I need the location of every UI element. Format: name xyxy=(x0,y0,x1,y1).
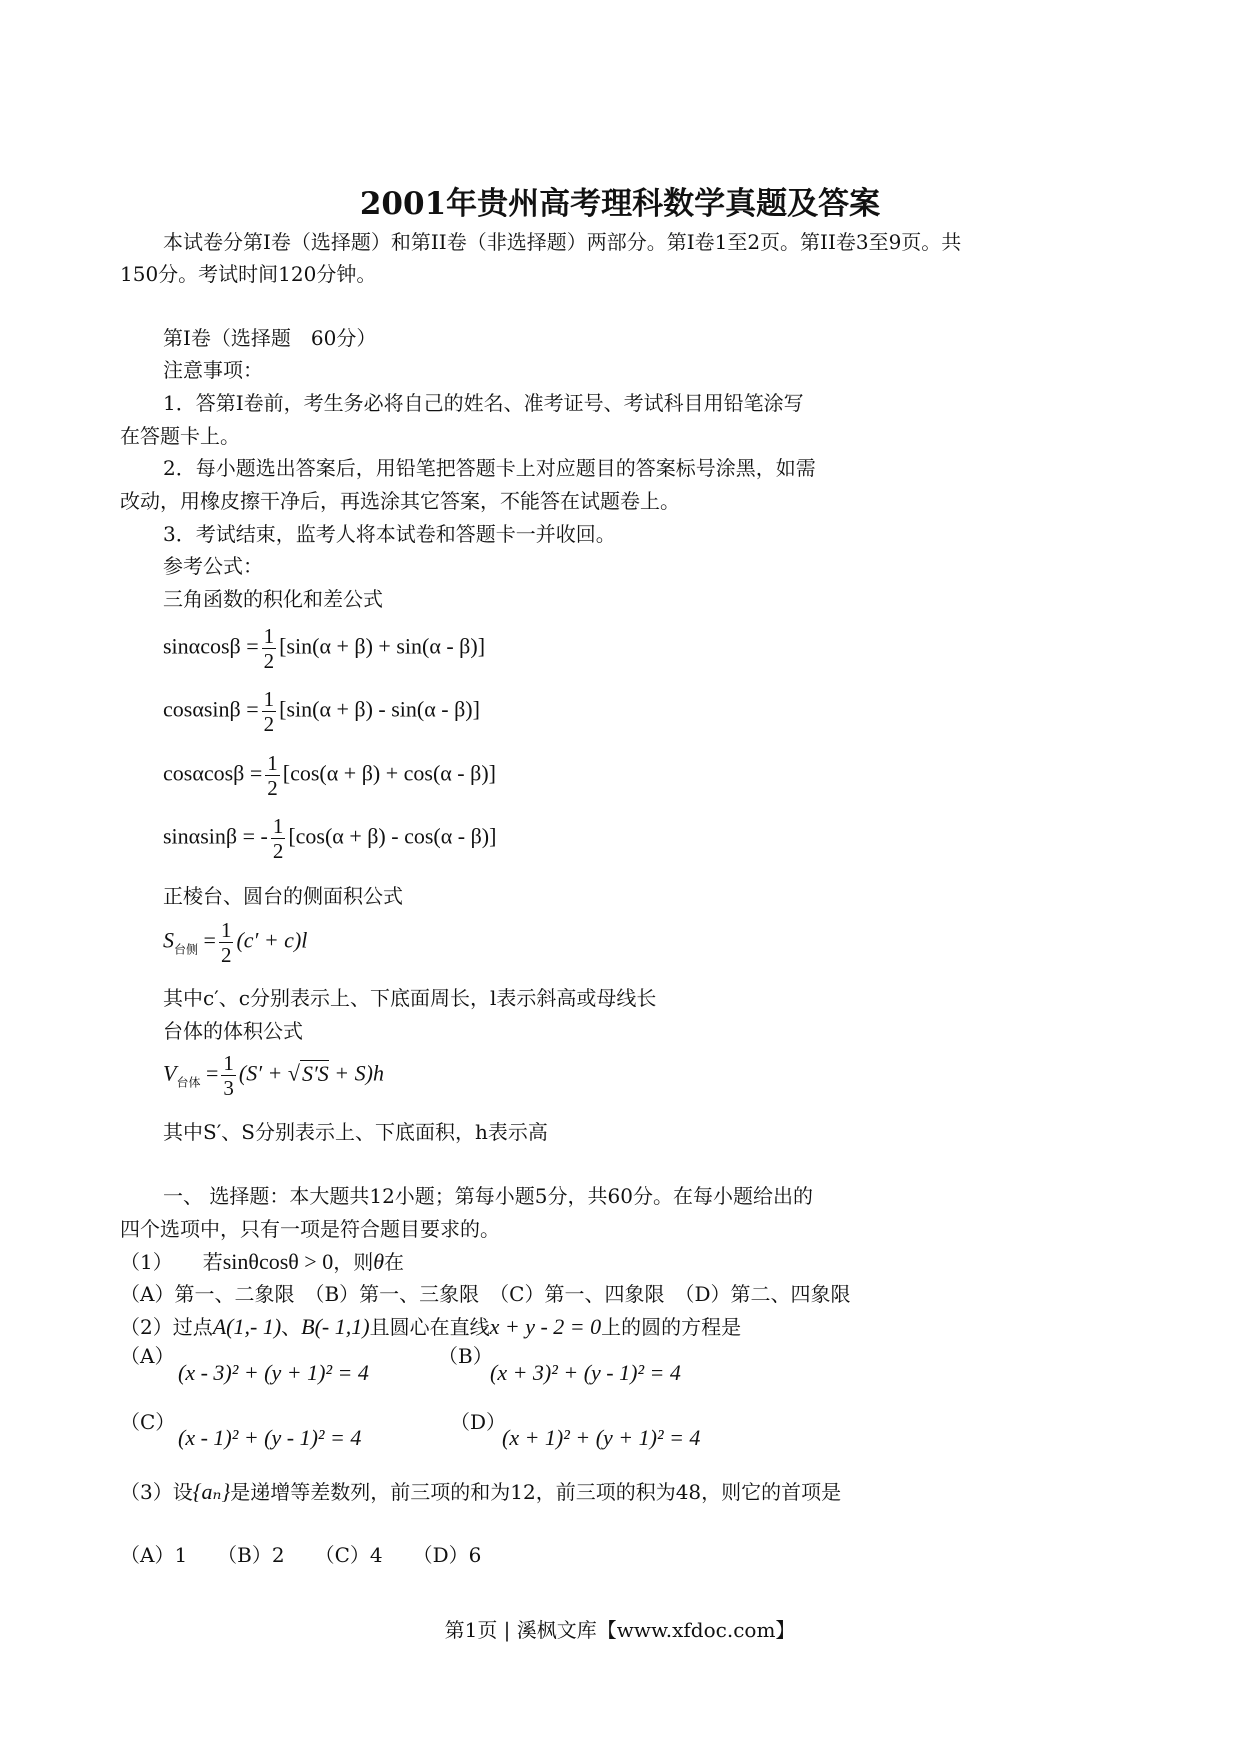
frustum-area-title: 正棱台、圆台的侧面积公式 xyxy=(163,884,403,908)
fraction-half xyxy=(262,624,277,673)
s-symbol: S xyxy=(163,927,174,953)
q3-options: （A）1 （B）2 （C）4 （D）6 xyxy=(120,1543,482,1567)
q2-option-c-expr: (x - 1)² + (y - 1)² = 4 xyxy=(178,1425,362,1450)
notice-3: 3．考试结束，监考人将本试卷和答题卡一并收回。 xyxy=(163,522,616,546)
q2-option-b-expr: (x + 3)² + (y - 1)² = 4 xyxy=(490,1360,681,1385)
q2-text-c: 上的圆的方程是 xyxy=(601,1315,742,1339)
volume-sqrt: S′S xyxy=(301,1060,329,1086)
s-subscript: 台侧 xyxy=(174,942,199,957)
section1-line-1: 一、 选择题：本大题共12小题；第每小题5分，共60分。在每小题给出的 xyxy=(163,1184,813,1208)
formula-2-lhs: cosαsinβ = xyxy=(163,696,259,722)
q2-point-b: B(- 1,1) xyxy=(301,1314,370,1339)
volume-explanation: 其中S′、S分别表示上、下底面积，h表示高 xyxy=(163,1120,548,1144)
fraction-numerator: 1 xyxy=(263,624,275,648)
formula-3 xyxy=(163,751,496,800)
volume-rhs-a: (S′ + xyxy=(238,1060,288,1086)
reference-formulas-title: 参考公式： xyxy=(163,554,263,578)
notice-2a: 2．每小题选出答案后，用铅笔把答题卡上对应题目的答案标号涂黑，如需 xyxy=(163,456,816,480)
question-2 xyxy=(120,1314,741,1340)
q2-point-a: A(1,- 1) xyxy=(212,1314,282,1339)
formula-1-lhs: sinαcosβ = xyxy=(163,633,259,659)
fraction-numerator: 1 xyxy=(223,1051,234,1075)
notice-1b: 在答题卡上。 xyxy=(120,424,240,448)
lateral-area-rhs: (c′ + c)l xyxy=(236,927,308,953)
q1-expression: sinθcosθ > 0 xyxy=(222,1249,334,1274)
fraction-half xyxy=(262,687,277,736)
v-symbol: V xyxy=(163,1060,177,1086)
notice-2b: 改动，用橡皮擦干净后，再选涂其它答案，不能答在试题卷上。 xyxy=(120,489,680,513)
fraction-denominator: 2 xyxy=(272,839,284,864)
volume-formula: $V_{台体}$ = $\frac{1}{3}$ (S′ + √S′S + S)h xyxy=(163,1051,384,1101)
formula-4 xyxy=(163,814,496,863)
fraction-half xyxy=(265,751,280,800)
intro-line-2: 150分。考试时间120分钟。 xyxy=(120,262,377,286)
formula-2 xyxy=(163,687,480,736)
fraction-denominator: 2 xyxy=(220,943,232,968)
formula-3-lhs: cosαcosβ = xyxy=(163,760,263,786)
q1-text-b: ，则 xyxy=(333,1250,374,1274)
formula-1-rhs: [sin(α + β) + sin(α - β)] xyxy=(279,633,486,659)
formula-2-rhs: [sin(α + β) - sin(α - β)] xyxy=(279,696,480,722)
fraction-half xyxy=(271,814,286,863)
formula-4-rhs: [cos(α + β) - cos(α - β)] xyxy=(288,823,497,849)
fraction-numerator: 1 xyxy=(263,687,275,711)
fraction-numerator: 1 xyxy=(272,814,284,838)
volume-rhs-b: + S)h xyxy=(328,1060,384,1086)
q2-text-b: 且圆心在直线 xyxy=(369,1315,490,1339)
lateral-area-explanation: 其中c′、c分别表示上、下底面周长，l表示斜高或母线长 xyxy=(163,986,657,1010)
lateral-area-formula: $S_{台侧}$ = $\frac{1}{2}$ (c′ + c)l xyxy=(163,918,308,968)
trig-formula-title: 三角函数的积化和差公式 xyxy=(163,587,383,611)
q2-separator: 、 xyxy=(281,1315,302,1339)
q2-line-equation: x + y - 2 = 0 xyxy=(489,1314,602,1339)
formula-4-lhs: sinαsinβ = - xyxy=(163,823,268,849)
q2-option-a-expr: (x - 3)² + (y + 1)² = 4 xyxy=(178,1360,369,1385)
section1-line-2: 四个选项中，只有一项是符合题目要求的。 xyxy=(120,1217,500,1241)
q2-option-d-expr: (x + 1)² + (y + 1)² = 4 xyxy=(502,1425,701,1450)
q2-option-b-label: （B） xyxy=(438,1344,493,1368)
q3-text-b: 是递增等差数列，前三项的和为12，前三项的积为48，则它的首项是 xyxy=(230,1480,842,1504)
volume-title: 台体的体积公式 xyxy=(163,1019,303,1043)
fraction-denominator: 2 xyxy=(267,776,278,801)
question-1 xyxy=(120,1249,404,1275)
page-footer: 第1页 | 溪枫文库【www.xfdoc.com】 xyxy=(444,1618,796,1642)
question-3 xyxy=(120,1479,841,1505)
notice-1a: 1．答第I卷前，考生务必将自己的姓名、准考证号、考试科目用铅笔涂写 xyxy=(163,391,804,415)
q1-number: （1） xyxy=(120,1250,163,1274)
formula-1 xyxy=(163,624,485,673)
fraction-numerator: 1 xyxy=(220,918,232,942)
q2-option-c-label: （C） xyxy=(120,1410,176,1434)
fraction-numerator: 1 xyxy=(267,751,278,775)
fraction-denominator: 3 xyxy=(223,1076,234,1101)
q1-text-a: 若 xyxy=(202,1250,223,1274)
q3-text-a: （3）设 xyxy=(120,1480,193,1504)
intro-line-1: 本试卷分第I卷（选择题）和第II卷（非选择题）两部分。第I卷1至2页。第II卷3至9页。共 xyxy=(163,230,962,254)
q1-variable: θ xyxy=(373,1249,385,1274)
q2-option-a-label: （A） xyxy=(120,1344,175,1368)
q2-option-d-label: （D） xyxy=(450,1410,507,1434)
fraction-denominator: 2 xyxy=(263,649,275,674)
page-title: 2001年贵州高考理科数学真题及答案 xyxy=(359,186,881,222)
part1-heading: 第I卷（选择题 60分） xyxy=(163,326,377,350)
q3-sequence: {aₙ} xyxy=(192,1479,231,1504)
formula-3-rhs: [cos(α + β) + cos(α - β)] xyxy=(282,760,496,786)
fraction-third xyxy=(221,1051,236,1100)
q2-text-a: （2）过点 xyxy=(120,1315,213,1339)
fraction-denominator: 2 xyxy=(263,712,275,737)
v-subscript: 台体 xyxy=(176,1075,201,1090)
q1-options: （A）第一、二象限 （B）第一、三象限 （C）第一、四象限 （D）第二、四象限 xyxy=(120,1282,851,1306)
notice-title: 注意事项： xyxy=(163,358,263,382)
fraction-half xyxy=(219,918,234,967)
q1-text-c: 在 xyxy=(384,1250,405,1274)
